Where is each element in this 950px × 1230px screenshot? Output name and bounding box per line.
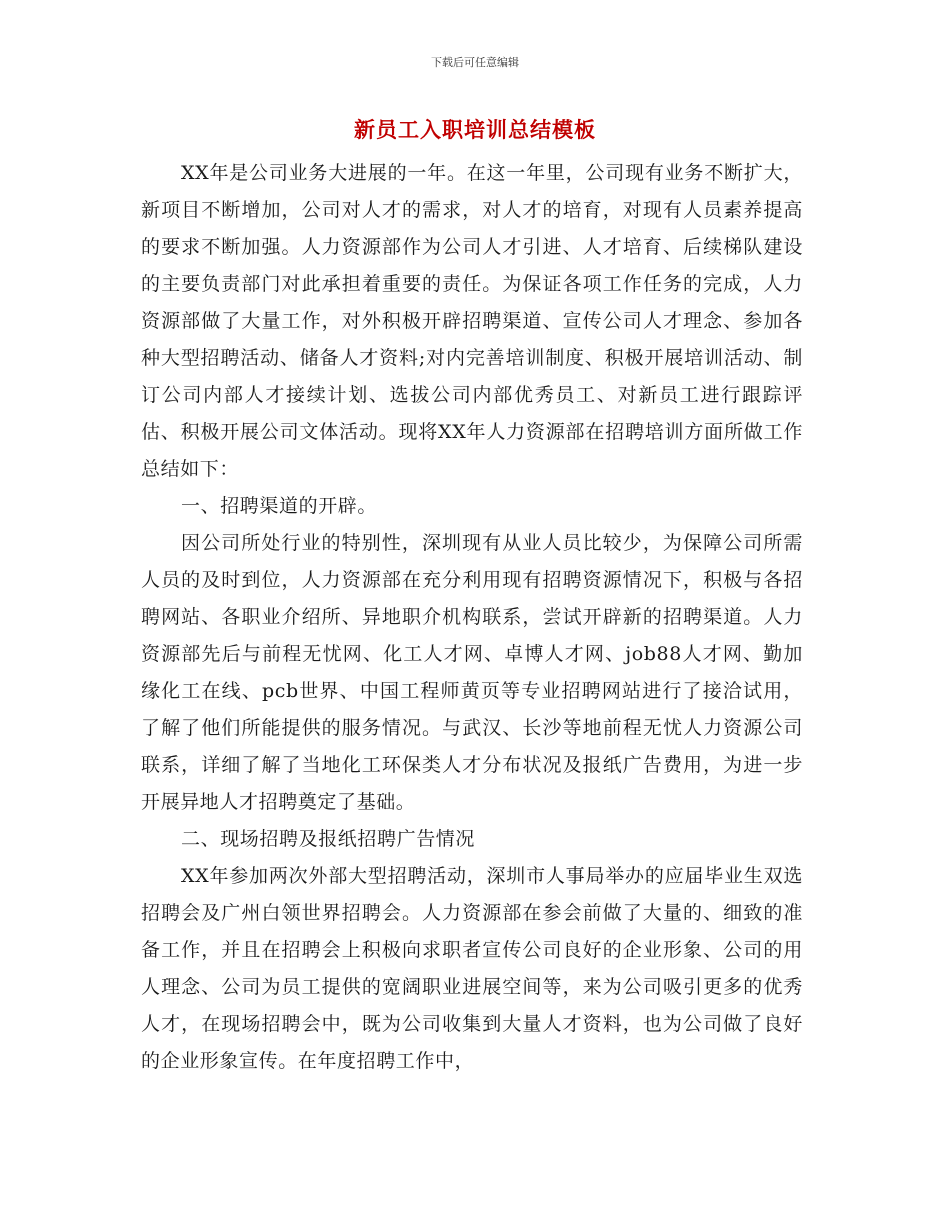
document-title: 新员工入职培训总结模板 [354, 118, 596, 142]
document-body [141, 155, 803, 1080]
paragraph-onsite-recruitment: XX年参加两次外部大型招聘活动，深圳市人事局举办的应届毕业生双选招聘会及广州白领世界招聘会。人力资源部在参会前做了大量的、细致的准备工作，并且在招聘会上积极向求职者宣传公司良好的企业形象、公司的用人理念、公司为员工提供的宽阔职业进展空间等，来为公司吸引更多的优秀人才，在现场招聘会中，既为公司收集到大量人才资料，也为公司做了良好的企业形象宣传。在年度招聘工作中， [141, 865, 803, 1072]
section-heading-recruitment-channels: 一、招聘渠道的开辟。 [181, 495, 378, 517]
paragraph-recruitment-channels: 因公司所处行业的特别性，深圳现有从业人员比较少，为保障公司所需人员的及时到位，人力资源部在充分利用现有招聘资源情况下，积极与各招聘网站、各职业介绍所、异地职介机构联系，尝试开辟新的招聘渠道。人力资源部先后与前程无忧网、化工人才网、卓博人才网、job88人才网、勤加缘化工在线、pcb世界、中国工程师黄页等专业招聘网站进行了接洽试用，了解了他们所能提供的服务情况。与武汉、长沙等地前程无忧人力资源公司联系，详细了解了当地化工环保类人才分布状况及报纸广告费用，为进一步开展异地人才招聘奠定了基础。 [141, 532, 803, 813]
header-note: 下载后可任意编辑 [431, 56, 519, 69]
section-heading-onsite-recruitment: 二、现场招聘及报纸招聘广告情况 [181, 828, 476, 850]
paragraph-intro: XX年是公司业务大进展的一年。在这一年里，公司现有业务不断扩大，新项目不断增加，公司对人才的需求，对人才的培育，对现有人员素养提高的要求不断加强。人力资源部作为公司人才引进、人才培育、后续梯队建设的主要负责部门对此承担着重要的责任。为保证各项工作任务的完成，人力资源部做了大量工作，对外积极开辟招聘渠道、宣传公司人才理念、参加各种大型招聘活动、储备人才资料;对内完善培训制度、积极开展培训活动、制订公司内部人才接续计划、选拔公司内部优秀员工、对新员工进行跟踪评估、积极开展公司文体活动。现将XX年人力资源部在招聘培训方面所做工作总结如下： [141, 162, 803, 480]
